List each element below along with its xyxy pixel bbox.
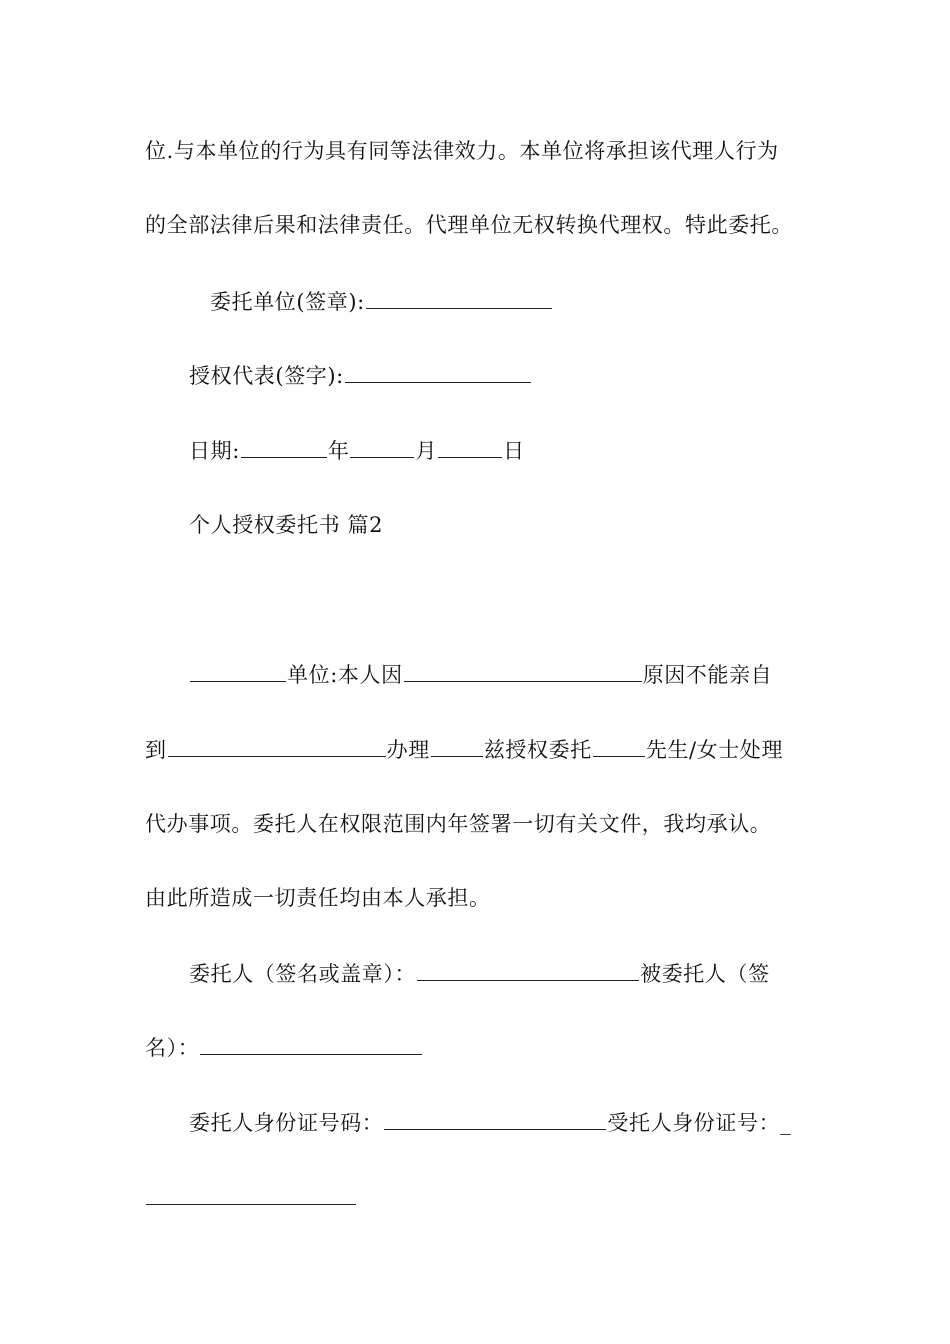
month-blank <box>350 437 414 458</box>
principal-sign-label: 委托人（签名或盖章）： <box>189 962 417 986</box>
text: 由此所造成一切责任均由本人承担。 <box>145 886 491 910</box>
id-continuation-line <box>145 1184 357 1211</box>
text: 单位:本人因 <box>287 663 403 687</box>
paragraph-line <box>145 212 793 238</box>
paragraph-line <box>145 811 771 837</box>
entrusting-unit-label: 委托单位(签章): <box>210 290 365 314</box>
year-blank <box>241 437 327 458</box>
date-line <box>189 437 525 464</box>
id-number-line <box>189 1109 791 1136</box>
text: 的全部法律后果和法律责任。代理单位无权转换代理权。特此委托。 <box>145 213 793 237</box>
day-blank <box>438 437 502 458</box>
agent-signature-line <box>145 1034 423 1061</box>
day-label: 日 <box>503 439 525 463</box>
paragraph-line <box>189 661 772 688</box>
text: 办理 <box>386 738 430 762</box>
signature-blank <box>417 960 639 981</box>
section-title-text: 个人授权委托书 篇2 <box>189 513 384 537</box>
reason-blank <box>404 661 642 682</box>
id-blank <box>384 1109 606 1130</box>
text: 先生/女士处理 <box>645 738 784 762</box>
text: 原因不能亲自 <box>642 663 773 687</box>
text: 位.与本单位的行为具有同等法律效力。本单位将承担该代理人行为 <box>145 139 779 163</box>
text: 到 <box>145 738 167 762</box>
id-blank <box>146 1184 356 1205</box>
paragraph-line <box>145 736 783 763</box>
place-blank <box>168 736 386 757</box>
year-label: 年 <box>327 439 350 463</box>
agent-sign-label: 被委托人（签 <box>640 962 770 986</box>
section-title <box>189 512 383 538</box>
paragraph-line <box>145 885 491 911</box>
agent-id-label: 受托人身份证号：_ <box>607 1111 792 1135</box>
principal-id-label: 委托人身份证号码： <box>189 1111 384 1135</box>
signature-blank <box>345 362 531 383</box>
authorized-rep-label: 授权代表(签字): <box>189 364 344 388</box>
matter-blank <box>431 736 483 757</box>
authorized-rep-signature-line <box>189 362 532 389</box>
text: 兹授权委托 <box>483 738 592 762</box>
signature-blank <box>366 288 552 309</box>
month-label: 月 <box>415 439 438 463</box>
text: 代办事项。委托人在权限范围内年签署一切有关文件，我均承认。 <box>145 812 772 836</box>
agent-name-blank <box>593 736 645 757</box>
paragraph-line <box>145 138 779 164</box>
date-label: 日期: <box>189 439 240 463</box>
entrusting-unit-signature-line <box>210 288 553 315</box>
agent-sign-label-cont: 名）： <box>145 1036 200 1060</box>
signature-blank <box>200 1034 422 1055</box>
principal-signature-line <box>189 960 770 987</box>
unit-blank <box>190 661 286 682</box>
